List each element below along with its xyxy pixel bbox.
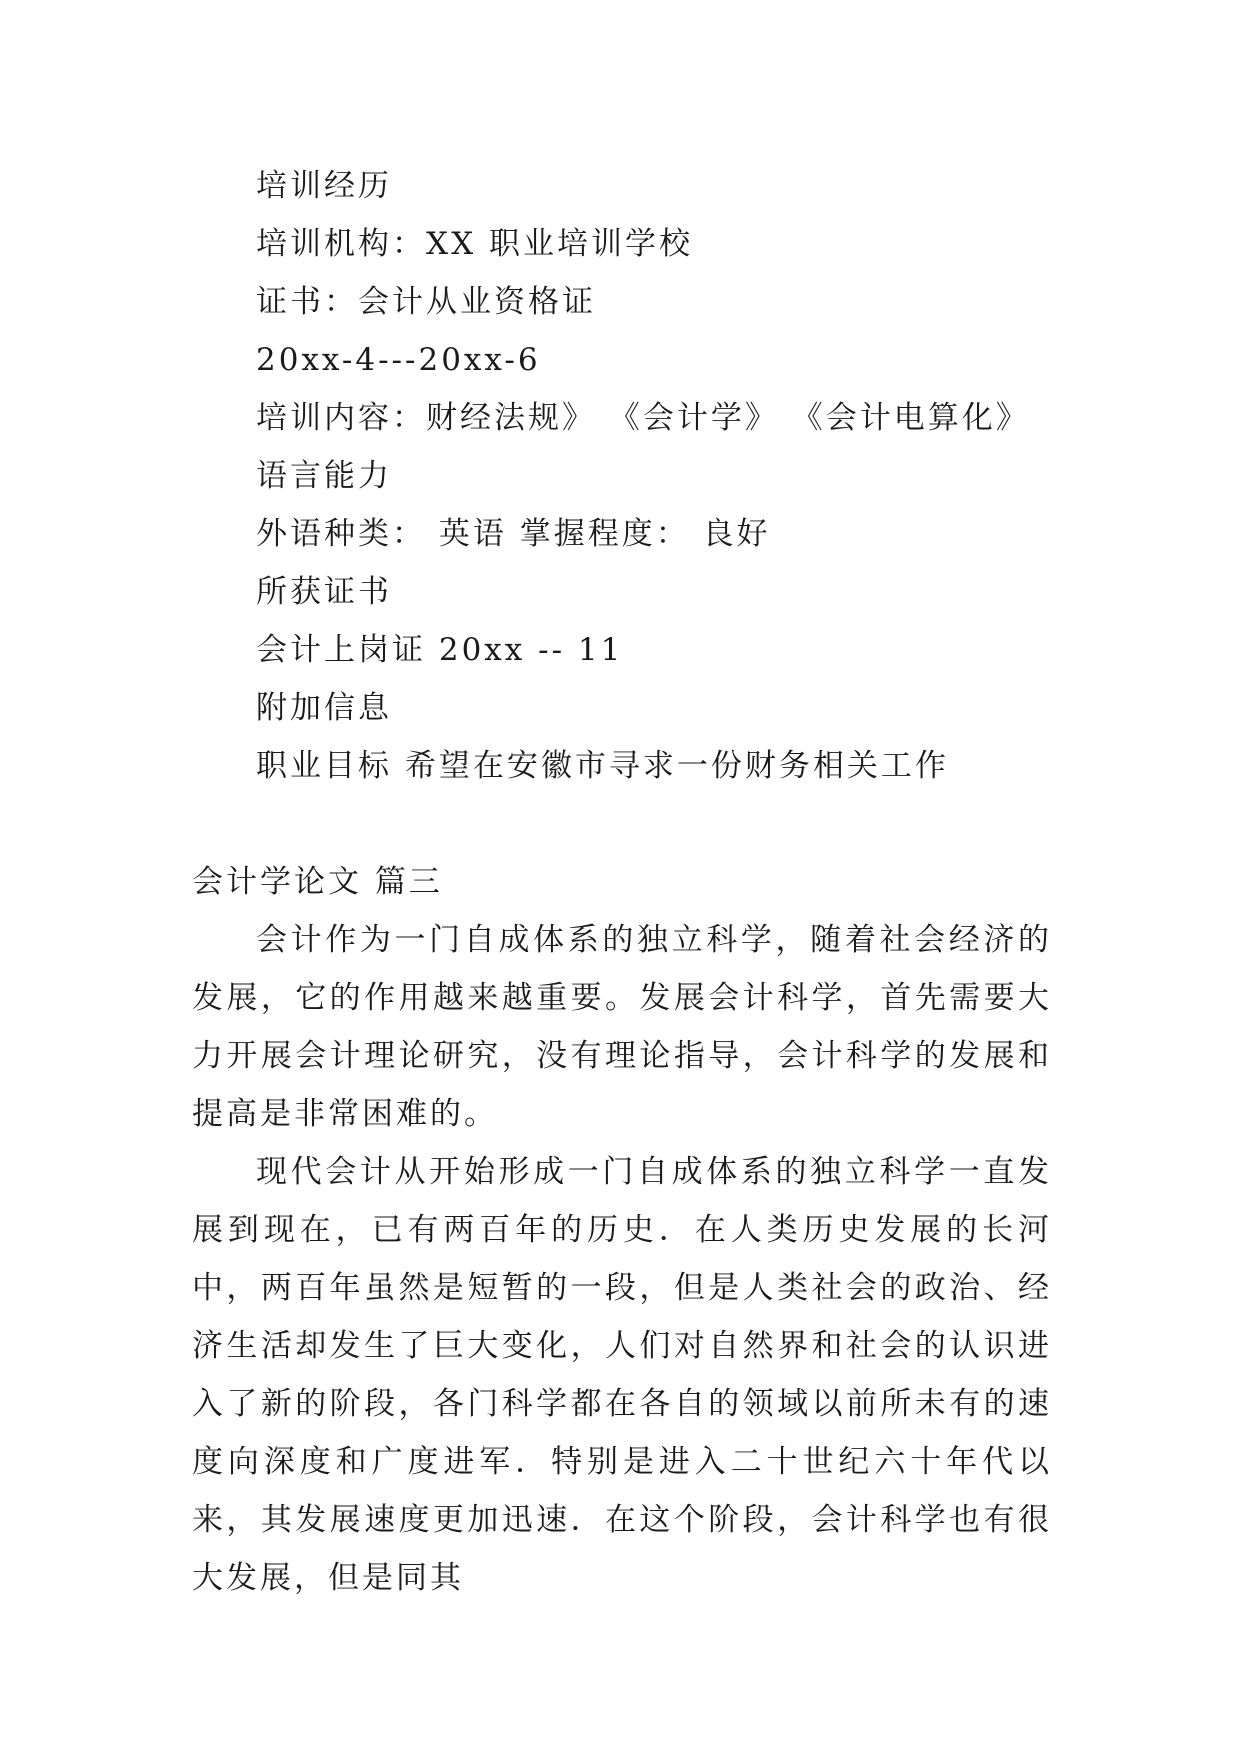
training-institution: 培训机构：XX 职业培训学校 <box>256 226 693 262</box>
training-heading: 培训经历 <box>256 168 392 204</box>
extra-info-heading: 附加信息 <box>256 690 392 726</box>
training-content: 培训内容：财经法规》 《会计学》 《会计电算化》 <box>256 400 1030 436</box>
certificate-item: 会计上岗证 20xx -- 11 <box>256 632 624 668</box>
article-paragraph: 现代会计从开始形成一门自成体系的独立科学一直发展到现在，已有两百年的历史．在人类历史发展的长河中，两百年虽然是短暂的一段，但是人类社会的政治、经济生活却发生了巨大变化，人们对自然界和社会的认识进入了新的阶段，各门科学都在各自的领域以前所未有的速度向深度和广度进军．特别是进入二十世纪六十年代以来，其发展速度更加迅速．在这个阶段，会计科学也有很大发展，但是同其 <box>192 1154 1052 1596</box>
certificates-heading: 所获证书 <box>256 574 392 610</box>
certificate-line: 证书：会计从业资格证 <box>256 284 596 320</box>
training-period: 20xx-4---20xx-6 <box>256 342 541 378</box>
language-heading: 语言能力 <box>256 458 392 494</box>
article-paragraph: 会计作为一门自成体系的独立科学，随着社会经济的发展，它的作用越来越重要。发展会计科学，首先需要大力开展会计理论研究，没有理论指导，会计科学的发展和提高是非常困难的。 <box>192 922 1052 1132</box>
language-detail: 外语种类： 英语 掌握程度： 良好 <box>256 516 771 552</box>
career-goal: 职业目标 希望在安徽市寻求一份财务相关工作 <box>256 748 949 784</box>
article-title: 会计学论文 篇三 <box>192 864 443 900</box>
